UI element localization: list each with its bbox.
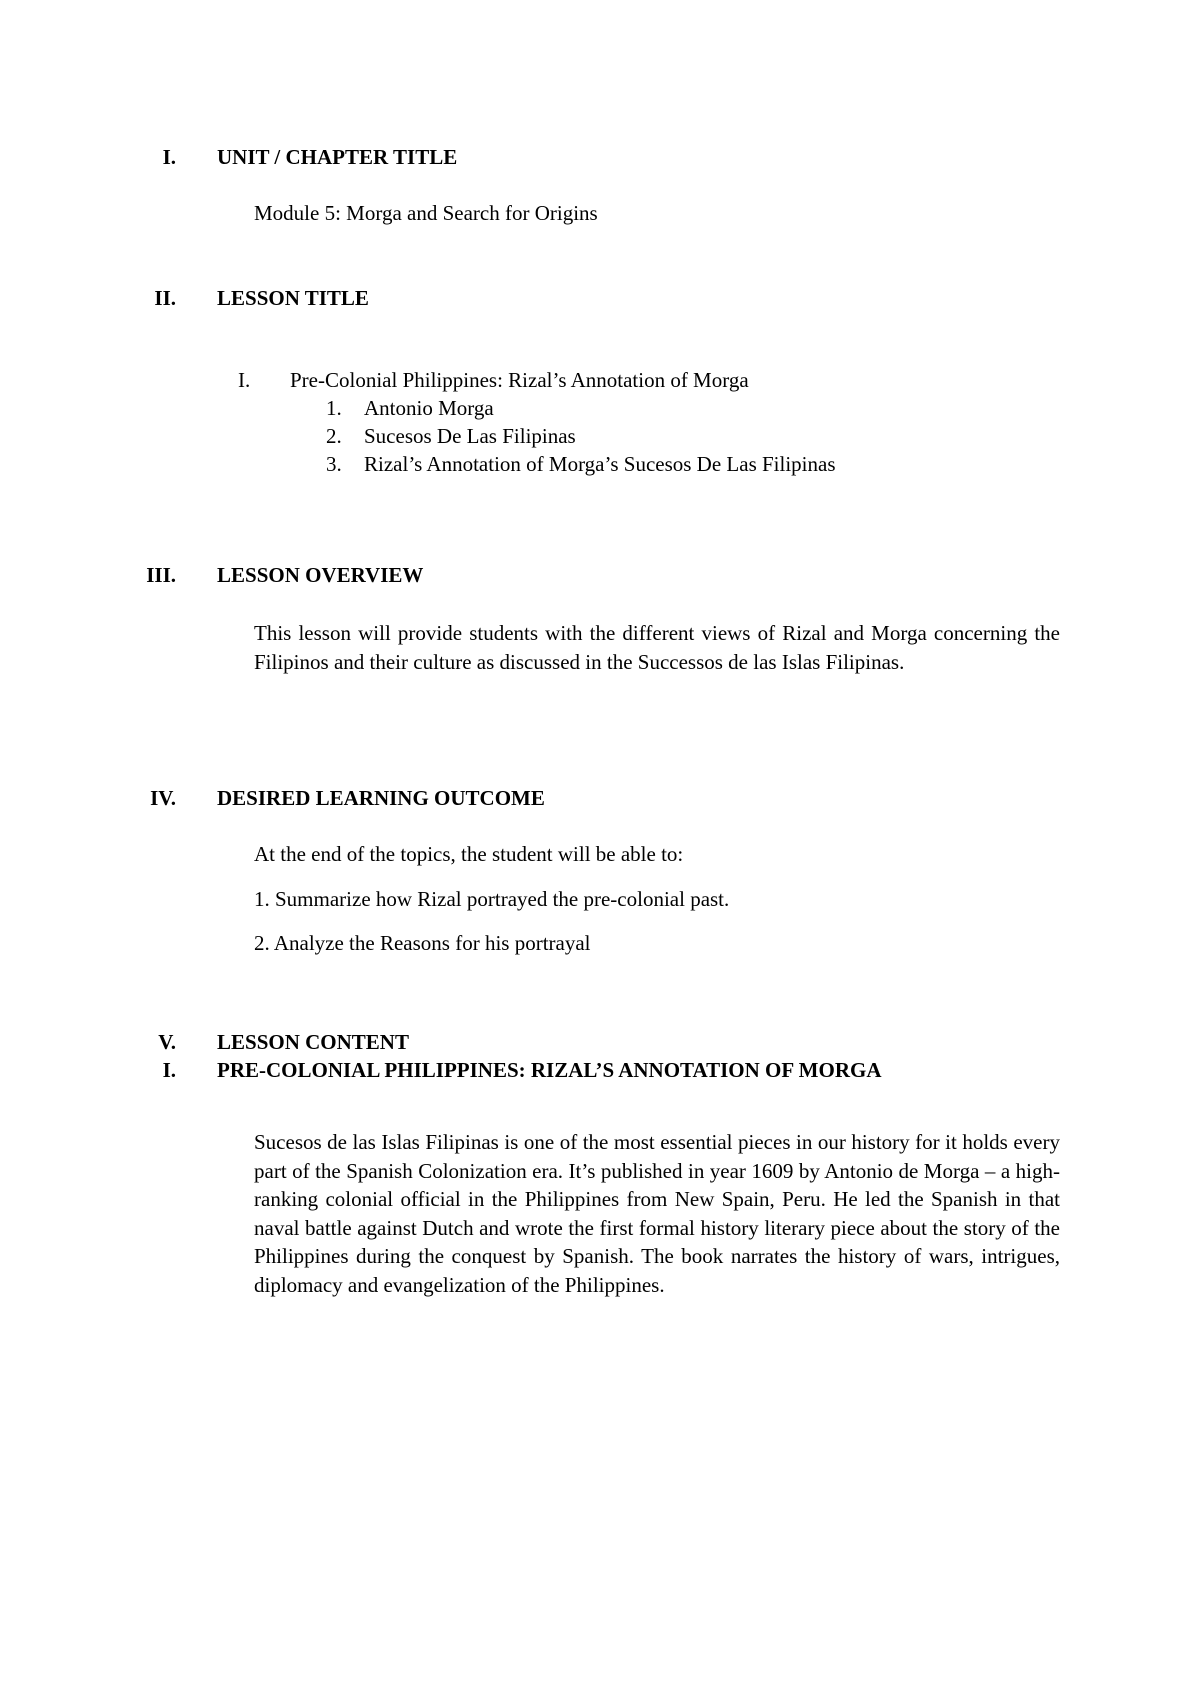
- outcome-item: 2. Analyze the Reasons for his portrayal: [254, 931, 591, 955]
- list-item-number: 1.: [326, 396, 342, 420]
- sub-number: I.: [162, 1058, 176, 1082]
- section-heading: LESSON OVERVIEW: [217, 563, 424, 587]
- outcome-item: 1. Summarize how Rizal portrayed the pre-colonial past.: [254, 887, 730, 911]
- section-heading: LESSON TITLE: [217, 286, 369, 310]
- section-number: I.: [162, 145, 176, 169]
- overview-paragraph: This lesson will provide students with the different views of Rizal and Morga concerning the Filipinos and their culture as discussed in the Successos de las Islas Filipinas.: [254, 621, 1060, 674]
- section-heading: LESSON CONTENT: [217, 1030, 409, 1054]
- section-number: IV.: [150, 786, 176, 810]
- section-number: V.: [158, 1030, 176, 1054]
- lesson-sub-title: Pre-Colonial Philippines: Rizal’s Annotation of Morga: [290, 368, 749, 392]
- outcome-intro: At the end of the topics, the student will be able to:: [254, 842, 684, 866]
- section-number: III.: [146, 563, 176, 587]
- content-paragraph: Sucesos de las Islas Filipinas is one of the most essential pieces in our history for it holds every part of the Spanish Colonization era. It’s published in year 1609 by Antonio de Morga – a high-ranking colonial official in the Philippines from New Spain, Peru. He led the Spanish in that naval battle against Dutch and wrote the first formal history literary piece about the story of the Philippines during the conquest by Spanish. The book narrates the history of wars, intrigues, diplomacy and evangelization of the Philippines.: [254, 1130, 1060, 1297]
- section-heading: DESIRED LEARNING OUTCOME: [217, 786, 545, 810]
- module-title: Module 5: Morga and Search for Origins: [254, 201, 598, 225]
- section-number: II.: [154, 286, 176, 310]
- sub-number: I.: [238, 368, 251, 392]
- list-item-number: 2.: [326, 424, 342, 448]
- list-item-number: 3.: [326, 452, 342, 476]
- sub-heading: PRE-COLONIAL PHILIPPINES: RIZAL’S ANNOTATION OF MORGA: [217, 1058, 882, 1082]
- list-item: Sucesos De Las Filipinas: [364, 424, 576, 448]
- list-item: Rizal’s Annotation of Morga’s Sucesos De Las Filipinas: [364, 452, 836, 476]
- section-heading: UNIT / CHAPTER TITLE: [217, 145, 458, 169]
- list-item: Antonio Morga: [364, 396, 494, 420]
